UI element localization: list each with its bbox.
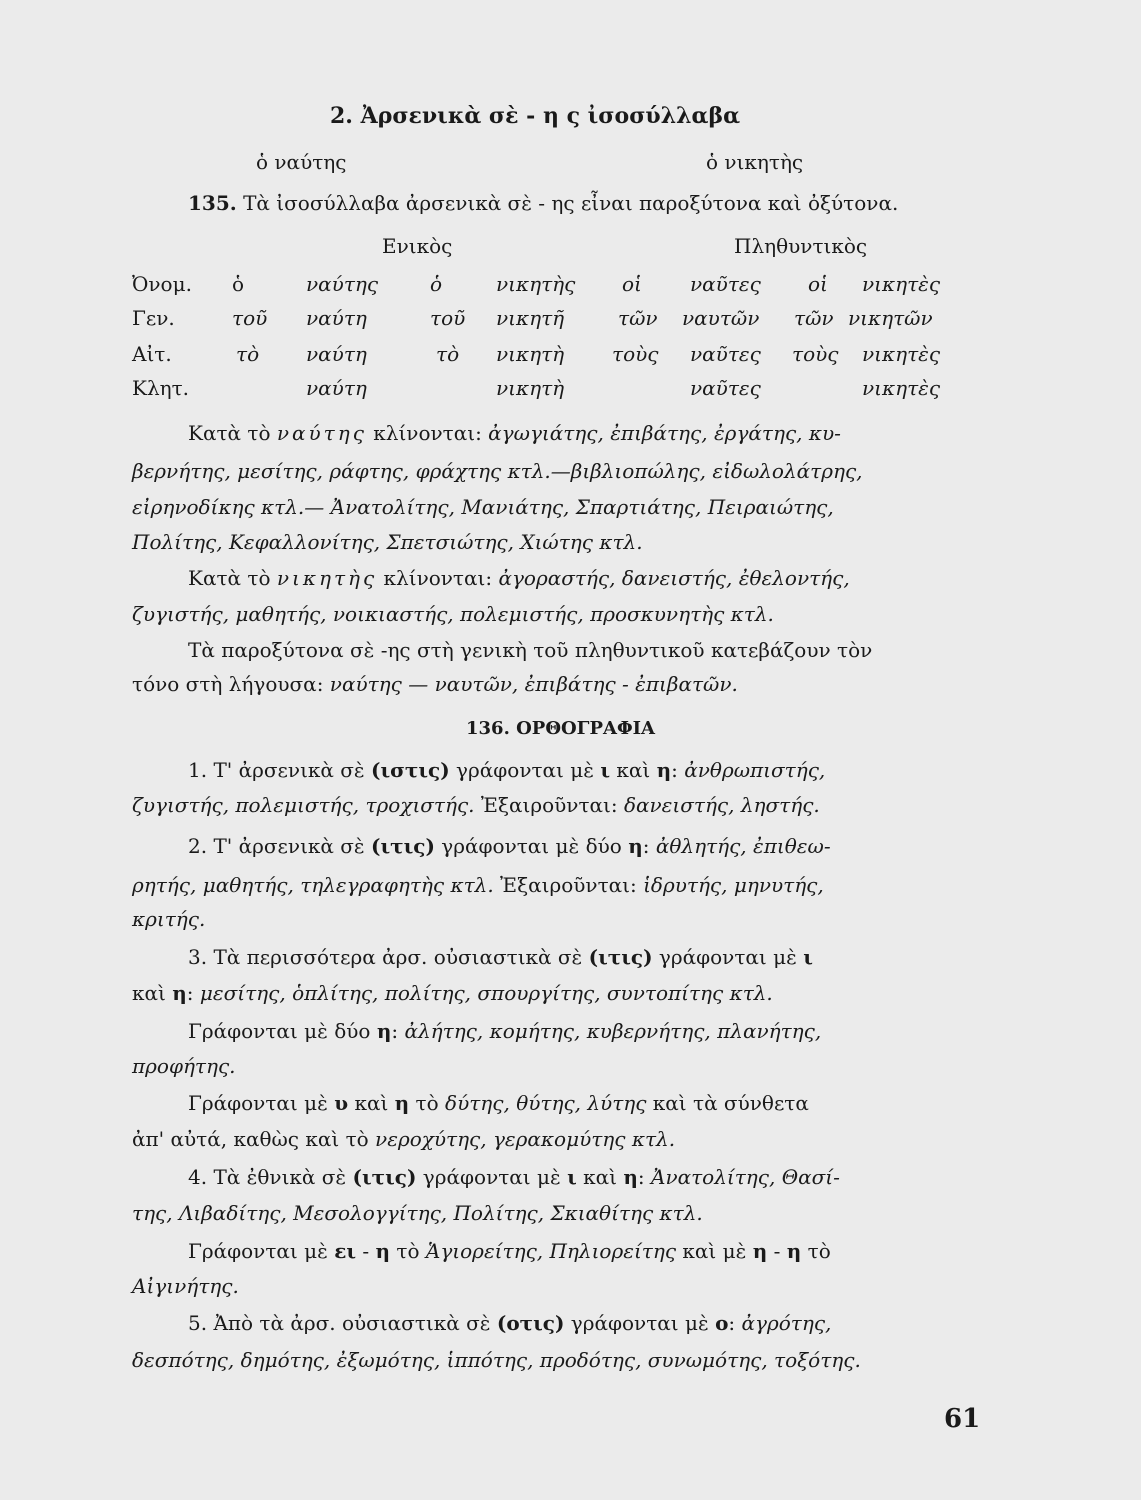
ending: (οτις) — [496, 1311, 565, 1335]
form: ναῦτες — [690, 342, 761, 366]
text-line — [188, 1090, 809, 1116]
letter: η — [656, 758, 672, 782]
spaced-word: ναύτης — [276, 421, 367, 445]
text-line: κριτής. — [132, 907, 206, 931]
letter: η — [394, 1091, 410, 1115]
ending: (ιτις) — [352, 1165, 417, 1189]
article: τὸ — [436, 342, 460, 366]
paragraph-135 — [188, 190, 898, 216]
text-line — [188, 1238, 831, 1264]
form: νικητὲς — [862, 272, 941, 296]
text-line — [132, 872, 824, 898]
text: : — [186, 981, 200, 1005]
form: ναύτης — [306, 272, 379, 296]
text: καὶ μὲ — [676, 1239, 753, 1263]
example: ναύτης — ναυτῶν, ἐπιβάτης - ἐπιβατῶν. — [329, 672, 738, 696]
word-list: ζυγιστής, πολεμιστής, τροχιστής. — [132, 793, 475, 817]
text-line — [188, 1164, 840, 1190]
text: : — [637, 1165, 651, 1189]
letter: η — [623, 1165, 638, 1189]
column-header-singular: Ενικὸς — [382, 234, 453, 258]
ending: (ιστις) — [371, 758, 450, 782]
letter: η — [786, 1239, 802, 1263]
form: ναύτη — [306, 342, 367, 366]
text-line: ζυγιστής, μαθητής, νοικιαστής, πολεμιστής, προσκυνητὴς κτλ. — [132, 602, 774, 626]
word-list: μεσίτης, ὁπλίτης, πολίτης, σπουργίτης, συντοπίτης κτλ. — [199, 981, 773, 1005]
text-line — [188, 565, 850, 591]
text-line: δεσπότης, δημότης, ἐξωμότης, ἱππότης, προδότης, συνωμότης, τοξότης. — [132, 1348, 861, 1372]
article: τῶν — [618, 306, 658, 330]
text: τὸ — [801, 1239, 831, 1263]
case-label: Ὀνομ. — [132, 272, 192, 296]
case-label: Αἰτ. — [132, 342, 172, 366]
letter: η — [376, 1019, 392, 1043]
text: Γράφονται μὲ — [188, 1239, 335, 1263]
spaced-word: νικητὴς — [276, 566, 378, 590]
text: τὸ — [390, 1239, 426, 1263]
text: : — [728, 1311, 742, 1335]
letter: η — [752, 1239, 768, 1263]
paragraph-number: 135. — [188, 191, 237, 215]
form: νικητῆ — [496, 306, 565, 330]
text: καὶ — [132, 981, 173, 1005]
declension-table — [0, 272, 1141, 402]
case-label: Γεν. — [132, 306, 175, 330]
text: 1. Τ' ἀρσενικὰ σὲ — [188, 758, 372, 782]
letter: ι — [600, 758, 611, 782]
text: Κατὰ τὸ — [188, 421, 277, 445]
text-line — [188, 1018, 821, 1044]
word-list: Ἀνατολίτης, Θασί- — [651, 1165, 840, 1189]
text-line: βερνήτης, μεσίτης, ράφτης, φράχτης κτλ.—βιβλιοπώλης, εἰδωλολάτρης, — [132, 459, 863, 483]
text-line — [132, 671, 738, 697]
text: γράφονται μὲ — [652, 945, 804, 969]
article: οἱ — [808, 272, 828, 296]
text-line: Τὰ παροξύτονα σὲ -ης στὴ γενικὴ τοῦ πληθυντικοῦ κατεβάζουν τὸν — [188, 638, 873, 662]
text: γράφονται μὲ — [564, 1311, 716, 1335]
text: καὶ — [576, 1165, 624, 1189]
text: : — [391, 1019, 405, 1043]
text-line: εἰρηνοδίκης κτλ.— Ἀνατολίτης, Μανιάτης, Σπαρτιάτης, Πειραιώτης, — [132, 495, 834, 519]
article: τοὺς — [612, 342, 659, 366]
text: Γράφονται μὲ — [188, 1091, 335, 1115]
text-line — [188, 1310, 831, 1336]
text: Ἐξαιροῦνται: — [474, 793, 624, 817]
case-label: Κλητ. — [132, 376, 190, 400]
form: νικητὲς — [862, 376, 941, 400]
form: νικητὴς — [496, 272, 576, 296]
text: - — [767, 1239, 787, 1263]
article: τοὺς — [792, 342, 839, 366]
word-list: ἀλήτης, κομήτης, κυβερνήτης, πλανήτης, — [404, 1019, 822, 1043]
text-line: Αἰγινήτης. — [132, 1274, 239, 1298]
ending: (ιτις) — [588, 945, 653, 969]
ending: (ιτις) — [371, 834, 435, 858]
text-line — [132, 792, 820, 818]
article: τοῦ — [430, 306, 466, 330]
form: ναῦτες — [690, 376, 761, 400]
text: κλίνονται: — [366, 421, 489, 445]
letter: η — [628, 834, 643, 858]
column-header-plural: Πληθυντικὸς — [734, 234, 868, 258]
text-line: της, Λιβαδίτης, Μεσολογγίτης, Πολίτης, Σκιαθίτης κτλ. — [132, 1201, 703, 1225]
word-list: ἀγρότης, — [741, 1311, 832, 1335]
text: καὶ — [348, 1091, 395, 1115]
text: τὸ — [409, 1091, 446, 1115]
paragraph-text: Τὰ ἰσοσύλλαβα ἀρσενικὰ σὲ - ης εἶναι παροξύτονα καὶ ὀξύτονα. — [243, 191, 899, 215]
word-list: δανειστής, ληστής. — [623, 793, 820, 817]
word-list: ἀγοραστής, δανειστής, ἐθελοντής, — [498, 566, 850, 590]
word-list: ἱδρυτής, μηνυτής, — [643, 873, 824, 897]
orthography-title: 136. ΟΡΘΟΓΡΑΦΙΑ — [466, 718, 656, 739]
letter: ο — [715, 1311, 729, 1335]
text-line — [188, 420, 841, 446]
form: νικητὲς — [862, 342, 941, 366]
text-line: προφήτης. — [132, 1054, 236, 1078]
form: ναῦτες — [690, 272, 761, 296]
word-list: Ἁγιορείτης, Πηλιορείτης — [425, 1239, 677, 1263]
form: νικητῶν — [848, 306, 933, 330]
page-number: 61 — [944, 1404, 981, 1434]
article: ὁ — [232, 272, 245, 296]
text: ἀπ' αὐτά, καθὼς καὶ τὸ — [132, 1127, 376, 1151]
text: γράφονται μὲ — [449, 758, 601, 782]
example-naftis: ὁ ναύτης — [256, 150, 347, 174]
word-list: ρητής, μαθητής, τηλεγραφητὴς κτλ. — [132, 873, 494, 897]
text-line — [188, 833, 831, 859]
text: - — [356, 1239, 376, 1263]
article: τοῦ — [232, 306, 268, 330]
letter: υ — [334, 1091, 349, 1115]
article: τὸ — [236, 342, 260, 366]
text: Γράφονται μὲ δύο — [188, 1019, 377, 1043]
word-list: ἀθλητής, ἐπιθεω- — [655, 834, 831, 858]
text: γράφονται μὲ δύο — [434, 834, 629, 858]
word-list: νεροχύτης, γερακομύτης κτλ. — [375, 1127, 676, 1151]
letter: η — [172, 981, 187, 1005]
text: 5. Ἀπὸ τὰ ἀρσ. οὐσιαστικὰ σὲ — [188, 1311, 497, 1335]
text-line — [132, 1126, 675, 1152]
text-line — [188, 757, 825, 783]
text: : — [642, 834, 656, 858]
word-list: ἀνθρωπιστής, — [684, 758, 826, 782]
text: καὶ τὰ σύνθετα — [646, 1091, 809, 1115]
letter: ι — [567, 1165, 577, 1189]
letter: ει — [334, 1239, 357, 1263]
text: 2. Τ' ἀρσενικὰ σὲ — [188, 834, 372, 858]
text: 4. Τὰ ἐθνικὰ σὲ — [188, 1165, 353, 1189]
text: 3. Τὰ περισσότερα ἀρσ. οὐσιαστικὰ σὲ — [188, 945, 589, 969]
word-list: ἀγωγιάτης, ἐπιβάτης, ἐργάτης, κυ- — [488, 421, 841, 445]
text-line — [132, 980, 773, 1006]
article: οἱ — [622, 272, 642, 296]
form: ναύτη — [306, 306, 367, 330]
article: ὁ — [430, 272, 443, 296]
form: ναύτη — [306, 376, 367, 400]
text: : — [671, 758, 685, 782]
example-nikitis: ὁ νικητὴς — [706, 150, 804, 174]
form: νικητὴ — [496, 342, 565, 366]
text: γράφονται μὲ — [416, 1165, 568, 1189]
text: κλίνονται: — [377, 566, 499, 590]
text: Ἐξαιροῦνται: — [493, 873, 644, 897]
letter: η — [375, 1239, 391, 1263]
text-line: Πολίτης, Κεφαλλονίτης, Σπετσιώτης, Χιώτης κτλ. — [132, 530, 643, 554]
text-line — [188, 944, 813, 970]
text: καὶ — [610, 758, 657, 782]
letter: ι — [803, 945, 813, 969]
text: Κατὰ τὸ — [188, 566, 277, 590]
article: τῶν — [794, 306, 834, 330]
text: τόνο στὴ λήγουσα: — [132, 672, 330, 696]
word-list: δύτης, θύτης, λύτης — [445, 1091, 647, 1115]
form: ναυτῶν — [682, 306, 760, 330]
section-title: 2. Ἀρσενικὰ σὲ - η ς ἰσοσύλλαβα — [330, 103, 741, 129]
form: νικητὴ — [496, 376, 565, 400]
